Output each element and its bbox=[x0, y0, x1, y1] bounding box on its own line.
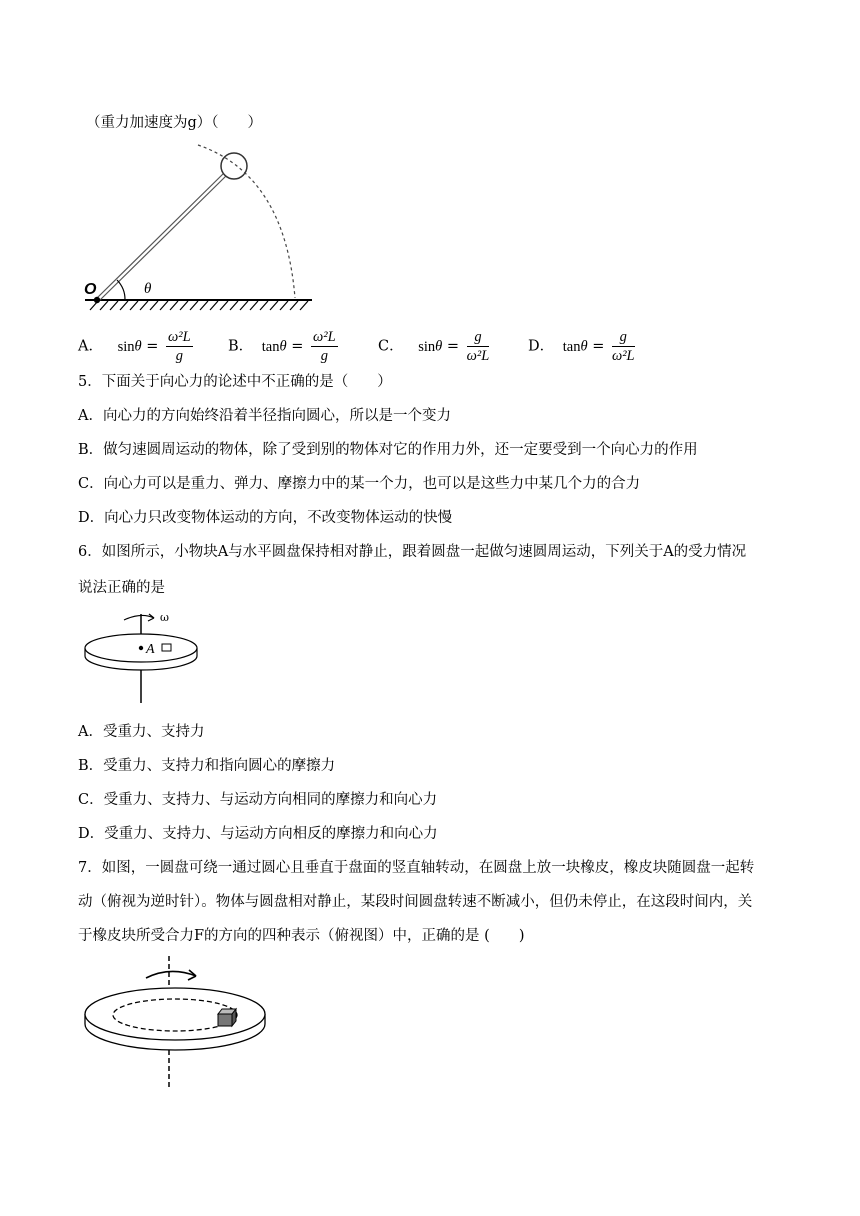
q4-rod-figure bbox=[80, 140, 320, 315]
q7-stem-line1: 7．如图，一圆盘可绕一通过圆心且垂直于盘面的竖直轴转动，在圆盘上放一块橡皮，橡皮块随圆盘一起转 bbox=[78, 860, 755, 876]
q7-stem-line3: 于橡皮块所受合力F的方向的四种表示（俯视图）中，正确的是 ( ) bbox=[78, 928, 525, 944]
fraction: $\frac{g}{\text{ω²L}}$ bbox=[611, 329, 635, 364]
q6-stem-line2: 说法正确的是 bbox=[78, 580, 165, 596]
q5-option-a[interactable]: A．向心力的方向始终沿着半径指向圆心，所以是一个变力 bbox=[78, 408, 451, 424]
q4-note: （重力加速度为g）（ ） bbox=[86, 115, 263, 131]
q4-option-b[interactable]: B． tanθ = $\frac{\text{ω²L}}{g}$ bbox=[228, 329, 336, 364]
fraction: $\frac{\text{ω²L}}{g}$ bbox=[312, 329, 336, 364]
eraser-block-icon bbox=[218, 1009, 236, 1026]
block-icon bbox=[162, 644, 171, 651]
q4-option-c[interactable]: C． sinθ = $\frac{g}{\text{ω²L}}$ bbox=[378, 329, 490, 364]
q6-option-d[interactable]: D．受重力、支持力、与运动方向相反的摩擦力和向心力 bbox=[78, 826, 438, 842]
label-angle: θ bbox=[144, 281, 152, 297]
fraction: $\frac{\text{ω²L}}{g}$ bbox=[168, 329, 191, 364]
q6-disk-figure bbox=[80, 608, 210, 708]
q6-stem-line1: 6．如图所示，小物块A与水平圆盘保持相对静止，跟着圆盘一起做匀速圆周运动，下列关于A的受力情况 bbox=[78, 544, 747, 560]
q6-option-a[interactable]: A．受重力、支持力 bbox=[78, 724, 205, 740]
label-block-a: A bbox=[146, 642, 155, 657]
q4-option-a[interactable]: A． sinθ = $\frac{\text{ω²L}}{g}$ bbox=[78, 329, 191, 364]
q7-stem-line2: 动（俯视为逆时针）。物体与圆盘相对静止，某段时间圆盘转速不断减小，但仍未停止，在这段时间内，关 bbox=[78, 894, 753, 910]
q6-option-b[interactable]: B．受重力、支持力和指向圆心的摩擦力 bbox=[78, 758, 336, 774]
label-omega: ω bbox=[160, 611, 169, 624]
q5-option-d[interactable]: D．向心力只改变物体运动的方向，不改变物体运动的快慢 bbox=[78, 510, 453, 526]
q5-option-c[interactable]: C．向心力可以是重力、弹力、摩擦力中的某一个力，也可以是这些力中某几个力的合力 bbox=[78, 476, 641, 492]
q5-stem: 5．下面关于向心力的论述中不正确的是（ ） bbox=[78, 374, 392, 390]
label-origin: O bbox=[84, 281, 97, 298]
q6-option-c[interactable]: C．受重力、支持力、与运动方向相同的摩擦力和向心力 bbox=[78, 792, 438, 808]
q5-option-b[interactable]: B．做匀速圆周运动的物体，除了受到别的物体对它的作用力外，还一定要受到一个向心力的作用 bbox=[78, 442, 698, 458]
q7-disk-figure bbox=[80, 952, 280, 1092]
q4-option-d[interactable]: D． tanθ = $\frac{g}{\text{ω²L}}$ bbox=[528, 329, 635, 364]
fraction: $\frac{g}{\text{ω²L}}$ bbox=[466, 329, 490, 364]
